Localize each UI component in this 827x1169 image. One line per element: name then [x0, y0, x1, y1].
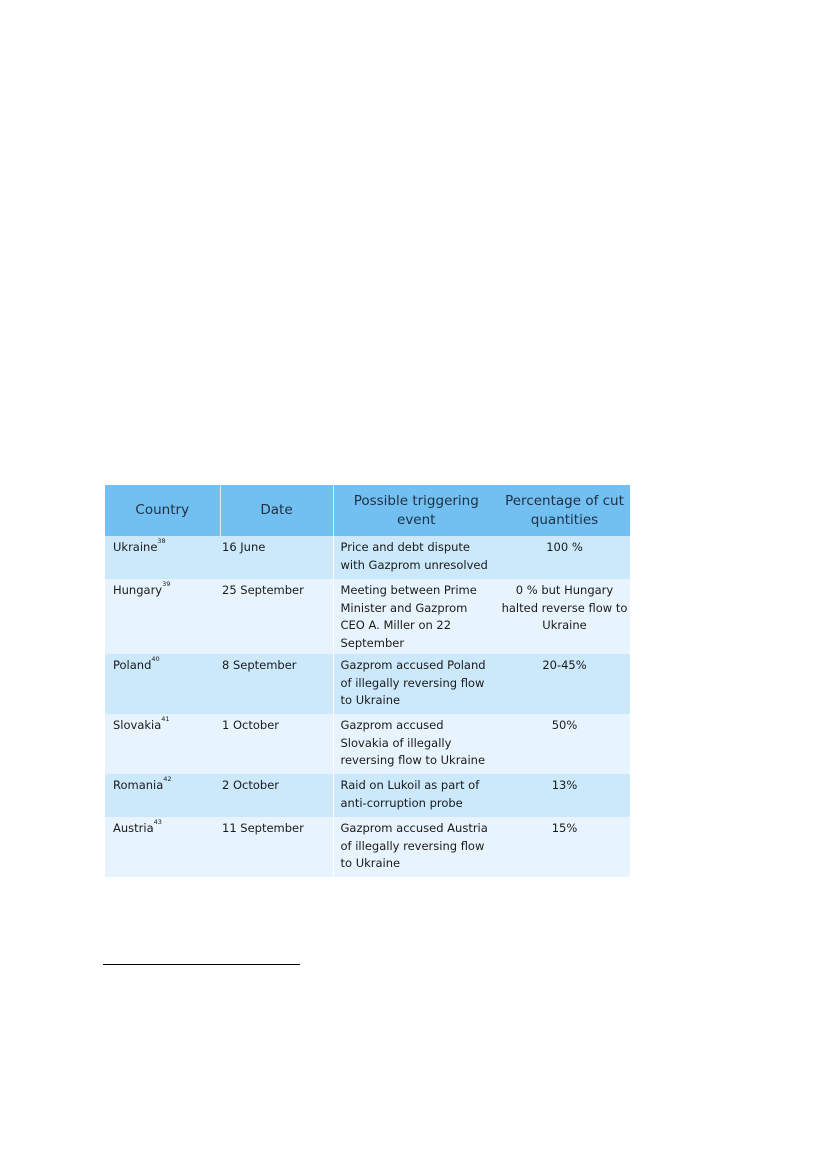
footnote-ref: 38 — [157, 537, 166, 545]
percentage-cell: 100 % — [546, 540, 583, 554]
percentage-cell: 50% — [551, 718, 578, 732]
date-cell: 16 June — [222, 540, 266, 554]
table-body — [105, 536, 630, 877]
table-row — [105, 579, 630, 654]
table-row — [105, 536, 630, 579]
date-cell: 8 September — [222, 658, 297, 672]
country-name: Hungary — [113, 583, 163, 597]
country-cell — [105, 654, 220, 714]
country-name: Ukraine — [113, 540, 158, 554]
event-cell: Gazprom accused Poland of illegally reversing flow to Ukraine — [333, 654, 499, 714]
event-cell: Raid on Lukoil as part of anti-corruption probe — [333, 774, 499, 817]
table-header — [105, 485, 630, 536]
footnote-ref: 40 — [151, 655, 160, 663]
footnote-ref: 43 — [153, 818, 162, 826]
footnote-ref: 41 — [161, 715, 170, 723]
date-cell: 2 October — [222, 778, 279, 792]
table-row — [105, 714, 630, 774]
table-row — [105, 654, 630, 714]
header-date: Date — [220, 485, 333, 536]
percentage-cell: 13% — [551, 778, 578, 792]
percentage-cell: 15% — [551, 821, 578, 835]
date-cell: 25 September — [222, 583, 304, 597]
country-cell — [105, 536, 220, 579]
country-cell — [105, 774, 220, 817]
event-cell: Gazprom accused Slovakia of illegally reversing flow to Ukraine — [333, 714, 499, 774]
country-name: Romania — [113, 778, 164, 792]
percentage-cell: 0 % but Hungary halted reverse flow to Ukraine — [501, 583, 628, 632]
footnote-separator — [103, 964, 300, 965]
date-cell: 11 September — [222, 821, 304, 835]
header-event: Possible triggering event — [353, 492, 479, 528]
header-row — [105, 485, 630, 536]
country-name: Poland — [113, 658, 152, 672]
table-row — [105, 817, 630, 877]
country-cell — [105, 579, 220, 654]
country-cell — [105, 714, 220, 774]
date-cell: 1 October — [222, 718, 279, 732]
header-percentage: Percentage of cut quantities — [505, 492, 624, 528]
event-cell: Meeting between Prime Minister and Gazprom CEO A. Miller on 22 September — [333, 579, 499, 654]
table-row — [105, 774, 630, 817]
event-cell: Gazprom accused Austria of illegally reversing flow to Ukraine — [333, 817, 499, 877]
country-name: Slovakia — [113, 718, 162, 732]
country-cell — [105, 817, 220, 877]
event-cell: Price and debt dispute with Gazprom unresolved — [333, 536, 499, 579]
footnote-ref: 42 — [163, 775, 172, 783]
gas-cut-table — [105, 485, 630, 877]
footnote-ref: 39 — [162, 580, 171, 588]
country-name: Austria — [113, 821, 154, 835]
percentage-cell: 20-45% — [542, 658, 587, 672]
header-country: Country — [135, 502, 190, 518]
